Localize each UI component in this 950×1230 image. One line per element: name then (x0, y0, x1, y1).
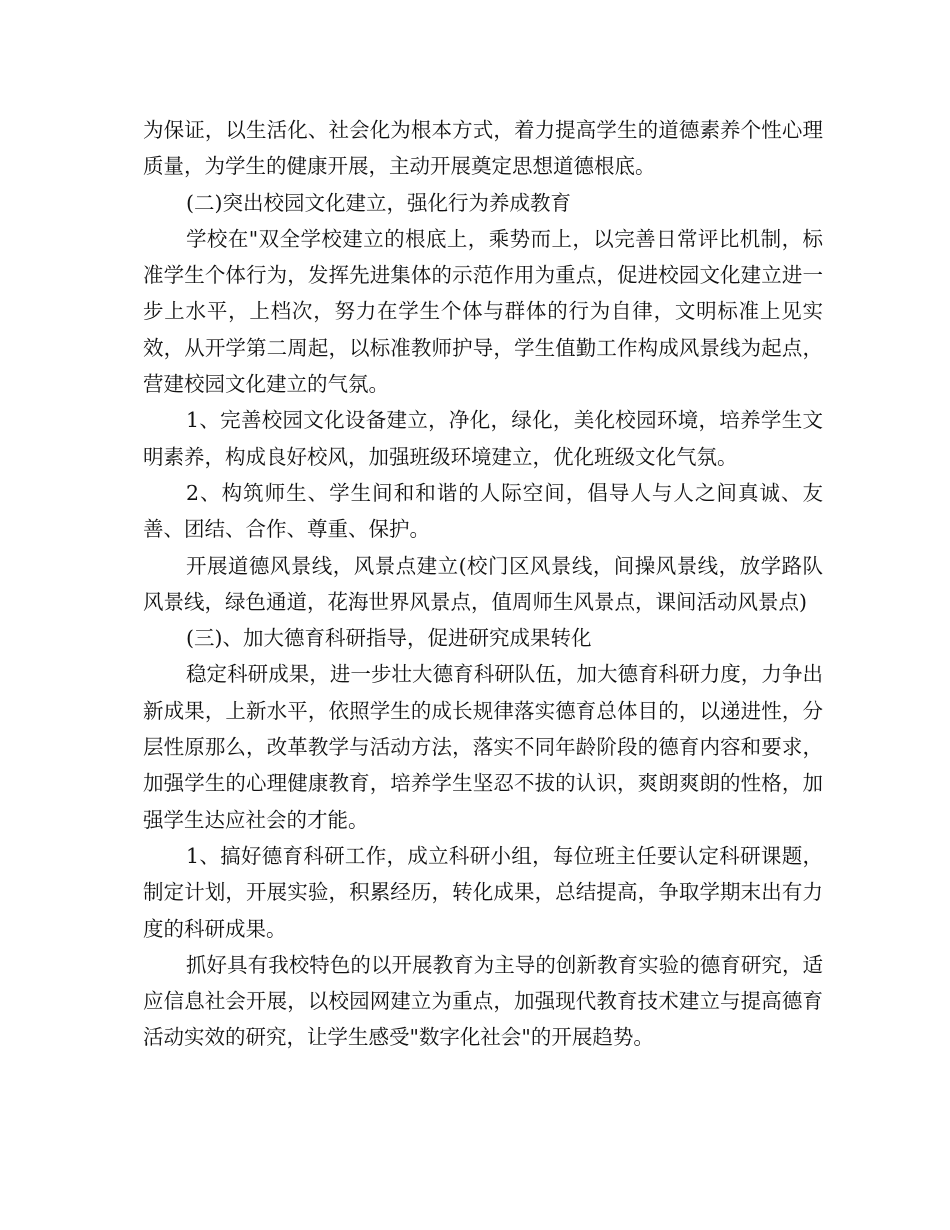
section-heading: (二)突出校园文化建立，强化行为养成教育 (186, 190, 571, 215)
document-body (143, 112, 823, 1056)
paragraph: 为保证，以生活化、社会化为根本方式，着力提高学生的道德素养个性心理质量，为学生的健康开展，主动开展奠定思想道德根底。 (143, 118, 823, 179)
paragraph: 抓好具有我校特色的以开展教育为主导的创新教育实验的德育研究，适应信息社会开展，以校园网建立为重点，加强现代教育技术建立与提高德育活动实效的研究，让学生感受"数字化社会"的开展趋势。 (143, 952, 823, 1050)
paragraph: 稳定科研成果，进一步壮大德育科研队伍，加大德育科研力度，力争出新成果，上新水平，依照学生的成长规律落实德育总体目的，以递进性，分层性原那么，改革教学与活动方法，落实不同年龄阶段的德育内容和要求，加强学生的心理健康教育，培养学生坚忍不拔的认识，爽朗爽朗的性格，加强学生达应社会的才能。 (143, 662, 823, 832)
section-heading: (三)、加大德育科研指导，促进研究成果转化 (186, 626, 592, 651)
list-item: 1、搞好德育科研工作，成立科研小组，每位班主任要认定科研课题，制定计划，开展实验，积累经历，转化成果，总结提高，争取学期末出有力度的科研成果。 (143, 843, 823, 941)
paragraph: 学校在"双全学校建立的根底上，乘势而上，以完善日常评比机制，标准学生个体行为，发挥先进集体的示范作用为重点，促进校园文化建立进一步上水平，上档次，努力在学生个体与群体的行为自律，文明标准上见实效，从开学第二周起，以标准教师护导，学生值勤工作构成风景线为起点，营建校园文化建立的气氛。 (143, 226, 823, 397)
list-item: 1、完善校园文化设备建立，净化，绿化，美化校园环境，培养学生文明素养，构成良好校风，加强班级环境建立，优化班级文化气氛。 (143, 408, 823, 469)
paragraph: 开展道德风景线，风景点建立(校门区风景线，间操风景线，放学路队风景线，绿色通道，花海世界风景点，值周师生风景点，课间活动风景点) (143, 553, 823, 614)
list-item: 2、构筑师生、学生间和和谐的人际空间，倡导人与人之间真诚、友善、团结、合作、尊重、保护。 (143, 480, 823, 542)
